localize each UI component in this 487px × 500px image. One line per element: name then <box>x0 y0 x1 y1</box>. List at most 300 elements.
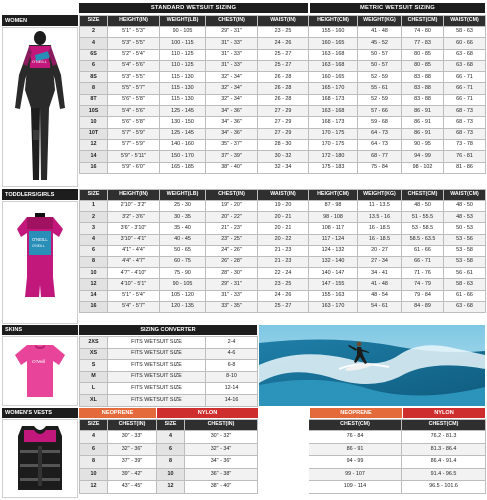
vest-nylon-std-head: NYLON <box>157 408 258 418</box>
table-cell: 165 - 170 <box>309 83 358 94</box>
table-cell: 125 - 145 <box>160 128 206 139</box>
table-cell: 31" - 33" <box>206 60 258 71</box>
table-cell: 30" - 32" <box>185 431 258 444</box>
table-cell: 75 - 90 <box>160 268 206 279</box>
table-cell: 52 - 59 <box>358 72 402 83</box>
table-row <box>80 27 486 38</box>
spacer-cell <box>258 431 309 444</box>
surfer-photo <box>259 325 485 406</box>
table-row <box>80 83 486 94</box>
table-cell: 117 - 124 <box>309 234 358 245</box>
size-cell: 8T <box>80 94 108 105</box>
table-cell: 45 - 52 <box>358 38 402 49</box>
table-cell: 20 - 22 <box>258 234 309 245</box>
table-cell: 26 - 28 <box>258 94 309 105</box>
col-nylon-chest-in: CHEST(IN) <box>185 420 258 431</box>
toddlers-table-body <box>80 201 486 313</box>
table-cell: 21" - 23" <box>206 223 258 234</box>
toddlers-header-row <box>80 190 486 201</box>
table-cell: 86.4 - 91.4 <box>402 456 486 469</box>
toddler-springsuit-illustration <box>5 205 75 320</box>
table-row <box>80 72 486 83</box>
size-cell: L <box>80 383 108 395</box>
table-cell: 94 - 99 <box>309 456 402 469</box>
table-row <box>80 139 486 150</box>
table-cell: 16 - 18.5 <box>358 234 402 245</box>
table-cell: 32" - 34" <box>206 94 258 105</box>
table-row <box>80 337 258 349</box>
size-cell: S <box>80 360 108 372</box>
table-cell: 37" - 39" <box>108 456 157 469</box>
table-cell: 80 - 85 <box>402 60 444 71</box>
table-row <box>80 268 486 279</box>
table-cell: 5'4" - 5'7" <box>108 301 160 312</box>
table-cell: 37" - 39" <box>206 151 258 162</box>
col-neoprene-chest-in: CHEST(IN) <box>108 420 157 431</box>
table-cell: 63 - 68 <box>444 301 486 312</box>
table-cell: 71 - 76 <box>402 268 444 279</box>
table-row <box>80 443 486 456</box>
table-cell: 25 - 27 <box>258 60 309 71</box>
table-cell: 14-16 <box>206 394 258 406</box>
table-cell: 27 - 29 <box>258 128 309 139</box>
skins-rashguard-image <box>2 336 78 406</box>
table-cell: 55 - 61 <box>358 83 402 94</box>
col-chest-cm: CHEST(CM) <box>402 190 444 201</box>
table-cell: 48 - 53 <box>444 212 486 223</box>
table-cell: 53 - 58 <box>444 245 486 256</box>
size-cell: 16 <box>80 162 108 173</box>
table-cell: 26" - 28" <box>206 256 258 267</box>
table-cell: 32" - 34" <box>206 72 258 83</box>
table-cell: 99 - 107 <box>309 468 402 481</box>
size-cell: 8 <box>80 256 108 267</box>
table-cell: 38" - 40" <box>206 162 258 173</box>
table-cell: 41 - 48 <box>358 279 402 290</box>
table-cell: 150 - 170 <box>160 151 206 162</box>
table-cell: 48 - 50 <box>402 201 444 212</box>
vest-image <box>2 419 78 498</box>
table-cell: 56 - 61 <box>444 268 486 279</box>
size-cell: 14 <box>80 151 108 162</box>
col-height-cm: HEIGHT(CM) <box>309 16 358 27</box>
table-cell: 109 - 114 <box>309 481 402 494</box>
table-cell: FITS WETSUIT SIZE <box>108 394 206 406</box>
vests-size-table <box>79 419 486 494</box>
table-cell: 52 - 59 <box>358 94 402 105</box>
table-cell: 163 - 168 <box>309 49 358 60</box>
table-cell: 155 - 160 <box>309 27 358 38</box>
col-weight-lb: WEIGHT(LB) <box>160 16 206 27</box>
table-cell: 60 - 66 <box>444 38 486 49</box>
size-cell: 4 <box>80 431 108 444</box>
table-cell: 25 - 30 <box>160 201 206 212</box>
table-cell: 5'9" - 6'0" <box>108 162 160 173</box>
table-cell: 96.5 - 101.6 <box>402 481 486 494</box>
table-cell: 4 <box>157 431 185 444</box>
table-cell: 51 - 55.5 <box>402 212 444 223</box>
table-cell: 64 - 73 <box>358 139 402 150</box>
table-cell: 50 - 57 <box>358 49 402 60</box>
standard-sizing-title: STANDARD WETSUIT SIZING <box>79 3 308 13</box>
toddler-springsuit-image <box>2 201 78 324</box>
table-cell: 90 - 95 <box>402 139 444 150</box>
col-neoprene-size: SIZE <box>80 420 108 431</box>
table-cell: 61 - 66 <box>402 245 444 256</box>
table-cell: 8-10 <box>206 371 258 383</box>
col-size: SIZE <box>80 16 108 27</box>
table-row <box>80 106 486 117</box>
table-cell: 98 - 108 <box>309 212 358 223</box>
table-cell: 16 - 18.5 <box>358 223 402 234</box>
table-cell: 68 - 73 <box>444 106 486 117</box>
size-cell: 10T <box>80 128 108 139</box>
size-cell: 2 <box>80 212 108 223</box>
table-cell: 5'3" - 5'5" <box>108 38 160 49</box>
table-row <box>80 223 486 234</box>
col-waist-in: WAIST(IN) <box>258 16 309 27</box>
table-cell: 168 - 173 <box>309 117 358 128</box>
table-cell: 35 - 40 <box>160 223 206 234</box>
table-cell: 147 - 155 <box>309 279 358 290</box>
table-cell: 83 - 88 <box>402 83 444 94</box>
size-cell: 2 <box>80 27 108 38</box>
table-cell: 20" - 22" <box>206 212 258 223</box>
table-cell: 132 - 140 <box>309 256 358 267</box>
table-cell: 168 - 173 <box>309 94 358 105</box>
table-cell: 30" - 33" <box>108 431 157 444</box>
table-cell: 66 - 71 <box>444 72 486 83</box>
table-cell: 2'10" - 3'2" <box>108 201 160 212</box>
table-cell: 8 <box>157 456 185 469</box>
table-cell: 140 - 147 <box>309 268 358 279</box>
table-cell: 12 <box>157 481 185 494</box>
vests-table-body <box>80 431 486 494</box>
table-cell: 32" - 36" <box>108 443 157 456</box>
col-weight-kg: WEIGHT(KG) <box>358 190 402 201</box>
col-chest-in: CHEST(IN) <box>206 190 258 201</box>
table-cell: 115 - 130 <box>160 72 206 83</box>
table-cell: 5'3" - 5'5" <box>108 72 160 83</box>
table-cell: 74 - 80 <box>402 27 444 38</box>
surfer-wave-illustration <box>259 325 485 406</box>
vests-header-row <box>80 420 486 431</box>
women-wetsuit-image <box>2 27 78 187</box>
table-cell: 58 - 63 <box>444 27 486 38</box>
table-cell: 41 - 48 <box>358 27 402 38</box>
col-height-in: HEIGHT(IN) <box>108 190 160 201</box>
col-weight-kg: WEIGHT(KG) <box>358 16 402 27</box>
table-cell: 27 - 34 <box>358 256 402 267</box>
table-cell: 20 - 21 <box>258 223 309 234</box>
table-cell: 5'9" - 5'11" <box>108 151 160 162</box>
women-table-body <box>80 27 486 174</box>
table-cell: 19" - 20" <box>206 201 258 212</box>
toddlers-size-table <box>79 189 486 313</box>
col-spacer <box>258 420 309 431</box>
table-cell: 165 - 185 <box>160 162 206 173</box>
table-cell: 21 - 23 <box>258 245 309 256</box>
table-cell: 10 <box>157 468 185 481</box>
table-cell: 4'7" - 4'10" <box>108 268 160 279</box>
table-cell: 21 - 23 <box>258 256 309 267</box>
table-cell: 79 - 84 <box>402 290 444 301</box>
table-cell: 5'1" - 5'3" <box>108 27 160 38</box>
table-cell: 3'6" - 3'10" <box>108 223 160 234</box>
table-cell: 34" - 36" <box>206 117 258 128</box>
table-cell: 115 - 130 <box>160 83 206 94</box>
table-cell: 24 - 26 <box>258 290 309 301</box>
metric-sizing-title: METRIC WETSUIT SIZING <box>310 3 485 13</box>
table-cell: 27 - 29 <box>258 106 309 117</box>
table-cell: 172 - 180 <box>309 151 358 162</box>
size-cell: 6S <box>80 49 108 60</box>
table-cell: 66 - 71 <box>444 94 486 105</box>
table-cell: FITS WETSUIT SIZE <box>108 360 206 372</box>
table-row <box>80 468 486 481</box>
table-cell: 81 - 86 <box>444 162 486 173</box>
size-cell: 10 <box>80 117 108 128</box>
table-cell: 163 - 168 <box>309 106 358 117</box>
table-row <box>80 245 486 256</box>
table-cell: 3'10" - 4'1" <box>108 234 160 245</box>
size-cell: XL <box>80 394 108 406</box>
table-cell: 53 - 58 <box>444 256 486 267</box>
table-cell: 105 - 120 <box>160 290 206 301</box>
table-row <box>80 456 486 469</box>
skins-table-body <box>80 337 258 407</box>
table-row <box>80 60 486 71</box>
table-cell: 5'7" - 5'9" <box>108 139 160 150</box>
table-row <box>80 301 486 312</box>
sizing-converter-title: SIZING CONVERTER <box>79 325 257 335</box>
table-row <box>80 394 258 406</box>
table-cell: 4'10" - 5'1" <box>108 279 160 290</box>
table-cell: 125 - 145 <box>160 106 206 117</box>
table-cell: 32" - 34" <box>185 443 258 456</box>
vest-nylon-metric-head: NYLON <box>403 408 485 418</box>
table-cell: 12-14 <box>206 383 258 395</box>
table-cell: 5'1" - 5'4" <box>108 290 160 301</box>
table-cell: 32" - 34" <box>206 83 258 94</box>
col-waist-cm: WAIST(CM) <box>444 190 486 201</box>
table-cell: 90 - 105 <box>160 279 206 290</box>
table-cell: 5'6" - 5'8" <box>108 117 160 128</box>
table-cell: 29" - 31" <box>206 279 258 290</box>
table-cell: 53 - 56 <box>444 234 486 245</box>
table-row <box>80 371 258 383</box>
vest-neoprene-std-head: NEOPRENE <box>79 408 156 418</box>
col-waist-in: WAIST(IN) <box>258 190 309 201</box>
size-cell: 10S <box>80 106 108 117</box>
table-cell: 163 - 170 <box>309 301 358 312</box>
table-cell: FITS WETSUIT SIZE <box>108 337 206 349</box>
table-cell: 74 - 79 <box>402 279 444 290</box>
table-cell: 58.5 - 63.5 <box>402 234 444 245</box>
size-cell: 6 <box>80 60 108 71</box>
table-cell: 50 - 65 <box>160 245 206 256</box>
table-cell: 25 - 27 <box>258 49 309 60</box>
table-row <box>80 481 486 494</box>
spacer-cell <box>258 443 309 456</box>
table-cell: 66 - 71 <box>444 83 486 94</box>
table-cell: 5'4" - 5'6" <box>108 106 160 117</box>
table-row <box>80 383 258 395</box>
svg-text:O'NEILL: O'NEILL <box>32 237 48 242</box>
table-cell: 40 - 45 <box>160 234 206 245</box>
col-nylon-size: SIZE <box>157 420 185 431</box>
table-cell: 61 - 66 <box>444 290 486 301</box>
table-row <box>80 38 486 49</box>
table-row <box>80 94 486 105</box>
table-cell: 5'2" - 5'4" <box>108 49 160 60</box>
toddlers-label: TODDLERS/GIRLS <box>2 189 78 200</box>
table-cell: 36" - 38" <box>185 468 258 481</box>
col-chest-in: CHEST(IN) <box>206 16 258 27</box>
size-cell: 10 <box>80 468 108 481</box>
table-cell: 155 - 163 <box>309 290 358 301</box>
table-cell: 83 - 88 <box>402 94 444 105</box>
table-cell: 50 - 53 <box>444 223 486 234</box>
table-row <box>80 360 258 372</box>
size-cell: 12 <box>80 139 108 150</box>
table-cell: 77 - 83 <box>402 38 444 49</box>
table-cell: 68 - 73 <box>444 117 486 128</box>
table-cell: 86 - 91 <box>309 443 402 456</box>
table-cell: 54 - 61 <box>358 301 402 312</box>
table-row <box>80 234 486 245</box>
table-cell: 124 - 132 <box>309 245 358 256</box>
table-cell: 80 - 85 <box>402 49 444 60</box>
spacer-cell <box>258 456 309 469</box>
table-cell: 30 - 32 <box>258 151 309 162</box>
table-cell: 130 - 150 <box>160 117 206 128</box>
table-row <box>80 290 486 301</box>
table-cell: 5'4" - 5'6" <box>108 60 160 71</box>
table-cell: 68 - 73 <box>444 128 486 139</box>
col-waist-cm: WAIST(CM) <box>444 16 486 27</box>
col-height-cm: HEIGHT(CM) <box>309 190 358 201</box>
table-cell: 86 - 91 <box>402 128 444 139</box>
table-cell: 108 - 117 <box>309 223 358 234</box>
table-cell: 90 - 105 <box>160 27 206 38</box>
table-cell: 11 - 13.5 <box>358 201 402 212</box>
table-row <box>80 431 486 444</box>
table-cell: 66 - 71 <box>402 256 444 267</box>
svg-text:O'Neill: O'Neill <box>32 359 46 364</box>
size-cell: 1 <box>80 201 108 212</box>
table-cell: 4'4" - 4'7" <box>108 256 160 267</box>
vests-label: WOMEN'S VESTS <box>2 408 78 418</box>
table-cell: 53 - 58.5 <box>402 223 444 234</box>
table-cell: 86 - 91 <box>402 117 444 128</box>
table-cell: 91.4 - 96.5 <box>402 468 486 481</box>
table-cell: 24" - 26" <box>206 245 258 256</box>
table-cell: 34" - 36" <box>185 456 258 469</box>
women-size-table <box>79 15 486 174</box>
table-cell: 120 - 135 <box>160 301 206 312</box>
rashguard-illustration <box>5 339 75 403</box>
table-cell: 2-4 <box>206 337 258 349</box>
table-cell: 23" - 25" <box>206 234 258 245</box>
table-cell: 31" - 33" <box>206 49 258 60</box>
table-cell: 28 - 30 <box>258 139 309 150</box>
size-cell: 3 <box>80 223 108 234</box>
table-cell: 22 - 24 <box>258 268 309 279</box>
col-height-in: HEIGHT(IN) <box>108 16 160 27</box>
table-cell: 140 - 160 <box>160 139 206 150</box>
col-weight-lb: WEIGHT(LB) <box>160 190 206 201</box>
table-cell: 34" - 36" <box>206 128 258 139</box>
table-cell: 81.3 - 86.4 <box>402 443 486 456</box>
table-cell: 32 - 34 <box>258 162 309 173</box>
table-cell: 4'1" - 4'4" <box>108 245 160 256</box>
table-cell: 163 - 168 <box>309 60 358 71</box>
table-row <box>80 256 486 267</box>
table-row <box>80 212 486 223</box>
table-cell: 24 - 26 <box>258 38 309 49</box>
size-cell: 6 <box>80 245 108 256</box>
size-cell: 8 <box>80 456 108 469</box>
women-label: WOMEN <box>2 15 78 26</box>
women-header-row <box>80 16 486 27</box>
table-cell: 76 - 81 <box>444 151 486 162</box>
table-cell: 23 - 25 <box>258 279 309 290</box>
size-cell: 4 <box>80 38 108 49</box>
table-cell: 33" - 35" <box>206 301 258 312</box>
table-row <box>80 162 486 173</box>
table-cell: 43" - 45" <box>108 481 157 494</box>
table-cell: 5'6" - 5'8" <box>108 94 160 105</box>
vest-illustration <box>10 422 70 496</box>
table-cell: 30 - 35 <box>160 212 206 223</box>
table-cell: 115 - 130 <box>160 94 206 105</box>
size-cell: 12 <box>80 279 108 290</box>
skins-converter-table <box>79 336 258 407</box>
size-cell: 4 <box>80 234 108 245</box>
table-cell: 83 - 88 <box>402 72 444 83</box>
table-row <box>80 49 486 60</box>
table-cell: 87 - 98 <box>309 201 358 212</box>
table-cell: 27 - 29 <box>258 117 309 128</box>
size-cell: 2XS <box>80 337 108 349</box>
table-cell: FITS WETSUIT SIZE <box>108 383 206 395</box>
table-cell: 160 - 165 <box>309 72 358 83</box>
table-cell: 170 - 175 <box>309 128 358 139</box>
size-cell: 6 <box>80 443 108 456</box>
table-cell: 20 - 21 <box>258 212 309 223</box>
table-cell: 34 - 41 <box>358 268 402 279</box>
size-cell: 8 <box>80 83 108 94</box>
table-cell: 160 - 165 <box>309 38 358 49</box>
table-row <box>80 348 258 360</box>
table-cell: 57 - 66 <box>358 106 402 117</box>
size-cell: XS <box>80 348 108 360</box>
size-cell: M <box>80 371 108 383</box>
table-cell: 68 - 77 <box>358 151 402 162</box>
table-row <box>80 151 486 162</box>
table-cell: 76 - 84 <box>309 431 402 444</box>
table-cell: 5'7" - 5'9" <box>108 128 160 139</box>
table-cell: 94 - 99 <box>402 151 444 162</box>
table-cell: 63 - 68 <box>444 49 486 60</box>
size-cell: 14 <box>80 290 108 301</box>
col-chest-cm: CHEST(CM) <box>402 16 444 27</box>
table-cell: 64 - 73 <box>358 128 402 139</box>
table-cell: 38" - 40" <box>185 481 258 494</box>
table-cell: 29" - 31" <box>206 27 258 38</box>
col-neoprene-chest-cm: CHEST(CM) <box>309 420 402 431</box>
